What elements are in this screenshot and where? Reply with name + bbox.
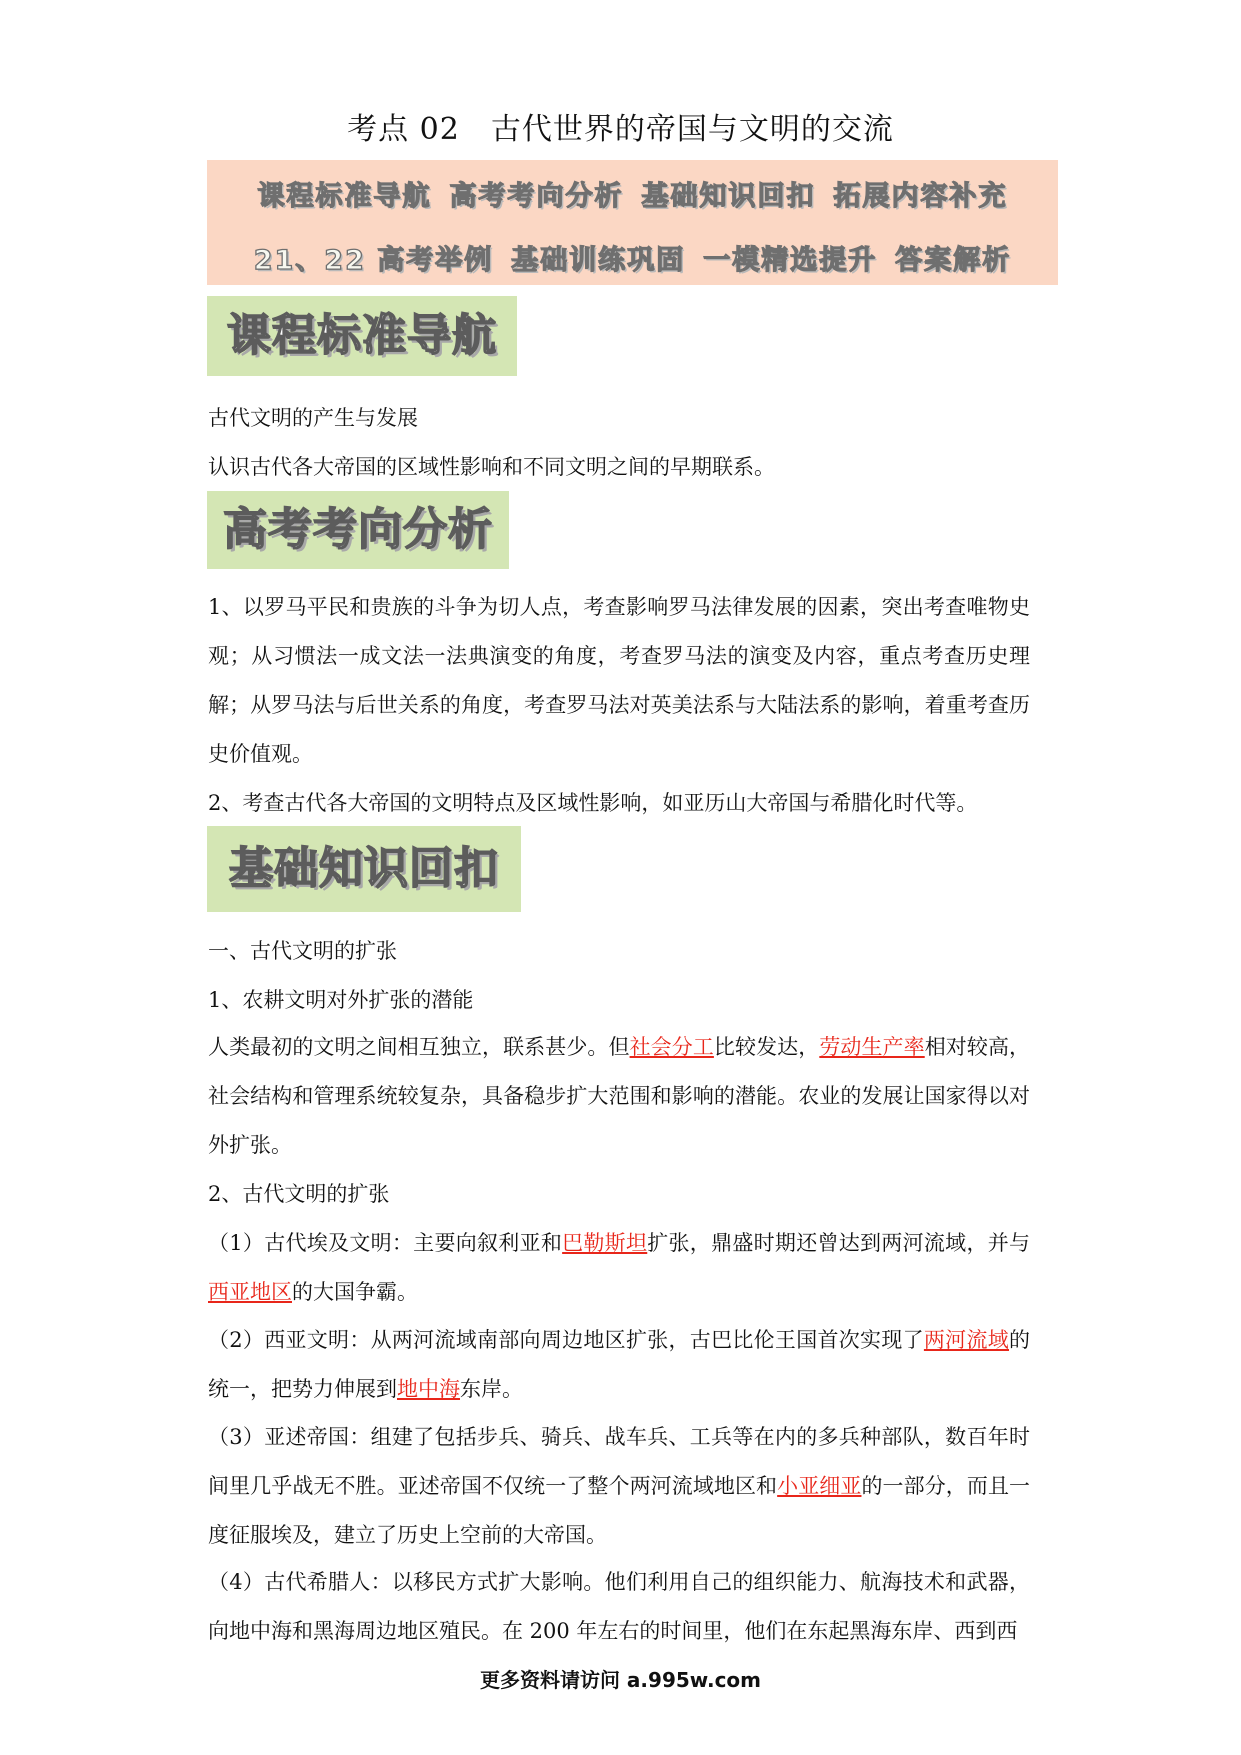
basics-item-4: （4）古代希腊人：以移民方式扩大影响。他们利用自己的组织能力、航海技术和武器，向地中海和黑海周边地区殖民。在 200 年左右的时间里，他们在东起黑海东岸、西到西 — [208, 1570, 1030, 1643]
curriculum-line-1: 古代文明的产生与发展 — [208, 406, 418, 430]
keyword-social-division: 社会分工 — [629, 1035, 714, 1059]
nav-link-extension[interactable]: 拓展内容补充 — [833, 181, 1008, 212]
nav-link-basics[interactable]: 基础知识回扣 — [641, 181, 816, 212]
basics-item-2: （2）西亚文明：从两河流域南部向周边地区扩张，古巴比伦王国首次实现了两河流域的统一，把势力伸展到地中海东岸。 — [208, 1328, 1031, 1401]
nav-link-mock-selection[interactable]: 一模精选提升 — [703, 245, 878, 276]
nav-row-1 — [207, 174, 1058, 213]
basics-item-3: （3）亚述帝国：组建了包括步兵、骑兵、战车兵、工兵等在内的多兵种部队，数百年时间里几乎战无不胜。亚述帝国不仅统一了整个两河流域地区和小亚细亚的一部分，而且一度征服埃及，建立了历史上空前的大帝国。 — [208, 1425, 1031, 1547]
keyword-west-asia: 西亚地区 — [208, 1280, 292, 1304]
banner-curriculum: 课程标准导航 — [207, 296, 517, 376]
nav-link-curriculum[interactable]: 课程标准导航 — [257, 181, 432, 212]
page-title: 考点 02 古代世界的帝国与文明的交流 — [347, 112, 894, 147]
nav-link-answers[interactable]: 答案解析 — [895, 245, 1012, 276]
nav-link-exam-examples[interactable]: 21、22 高考举例 — [253, 245, 494, 276]
section-navigation — [207, 160, 1058, 285]
banner-analysis: 高考考向分析 — [207, 491, 509, 569]
keyword-mediterranean: 地中海 — [397, 1377, 460, 1401]
nav-link-analysis[interactable]: 高考考向分析 — [449, 181, 624, 212]
keyword-asia-minor: 小亚细亚 — [777, 1474, 862, 1498]
basics-item-1: （1）古代埃及文明：主要向叙利亚和巴勒斯坦扩张，鼎盛时期还曾达到两河流域，并与西亚地区的大国争霸。 — [208, 1231, 1031, 1304]
basics-paragraph-1: 人类最初的文明之间相互独立，联系甚少。但社会分工比较发达，劳动生产率相对较高，社会结构和管理系统较复杂，具备稳步扩大范围和影响的潜能。农业的发展让国家得以对外扩张。 — [208, 1035, 1031, 1157]
nav-link-training[interactable]: 基础训练巩固 — [511, 245, 686, 276]
basics-heading-3: 2、古代文明的扩张 — [208, 1182, 390, 1206]
nav-row-2 — [207, 238, 1058, 277]
banner-basics: 基础知识回扣 — [207, 826, 521, 912]
basics-heading-2: 1、农耕文明对外扩张的潜能 — [208, 988, 474, 1012]
curriculum-line-2: 认识古代各大帝国的区域性影响和不同文明之间的早期联系。 — [208, 455, 775, 479]
keyword-labor-productivity: 劳动生产率 — [819, 1035, 925, 1059]
keyword-mesopotamia: 两河流域 — [923, 1328, 1010, 1352]
keyword-palestine: 巴勒斯坦 — [562, 1231, 648, 1255]
analysis-paragraph-2: 2、考查古代各大帝国的文明特点及区域性影响，如亚历山大帝国与希腊化时代等。 — [208, 791, 978, 815]
footer-site-note: 更多资料请访问 a.995w.com — [479, 1668, 762, 1692]
basics-heading-1: 一、古代文明的扩张 — [208, 939, 397, 963]
analysis-paragraph-1: 1、以罗马平民和贵族的斗争为切人点，考查影响罗马法律发展的因素，突出考查唯物史观；从习惯法一成文法一法典演变的角度，考查罗马法的演变及内容，重点考查历史理解；从罗马法与后世关系的角度，考查罗马法对英美法系与大陆法系的影响，着重考查历史价值观。 — [208, 595, 1030, 766]
